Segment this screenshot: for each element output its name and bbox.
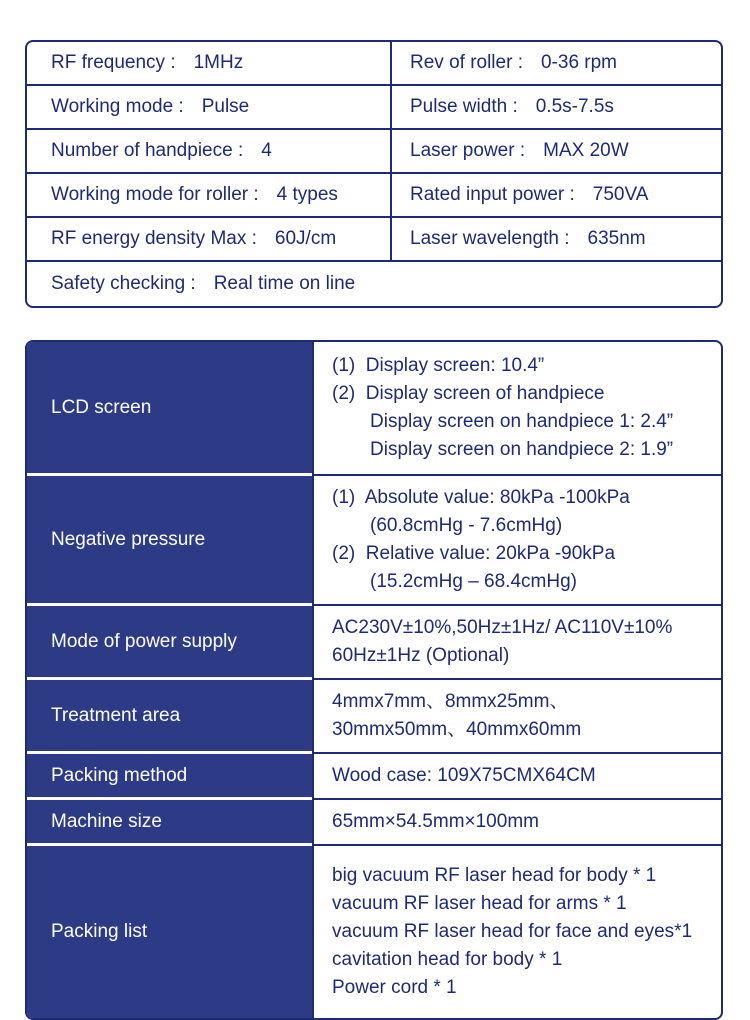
row-packing-list <box>27 846 721 1018</box>
spec-line: cavitation head for body * 1 <box>332 949 563 970</box>
spec-line: Display screen on handpiece 2: 1.9” <box>370 439 674 460</box>
spec-label: RF frequency : <box>51 52 176 73</box>
spec-cell-rf-energy-density <box>27 218 390 262</box>
spec-line: vacuum RF laser head for arms * 1 <box>332 893 627 914</box>
spec-cell-working-mode <box>27 86 390 130</box>
spec-value: 60J/cm <box>274 228 337 249</box>
spec-table <box>25 40 723 308</box>
row-label-machine-size: Machine size <box>27 800 312 846</box>
spec-line: 65mm×54.5mm×100mm <box>332 811 539 832</box>
row-machine-size <box>27 800 721 846</box>
spec-label: Pulse width : <box>410 96 518 117</box>
spec-line: Display screen on handpiece 1: 2.4” <box>370 411 674 432</box>
spec-value: Real time on line <box>213 273 356 294</box>
spec-value: MAX 20W <box>543 140 629 161</box>
row-label-packing-list: Packing list <box>27 846 312 1018</box>
row-label-negative-pressure: Negative pressure <box>27 476 312 606</box>
spec-cell-rated-input-power <box>390 174 721 218</box>
row-label-treatment-area: Treatment area <box>27 680 312 754</box>
spec-row-5 <box>27 218 721 262</box>
spec-line: Power cord * 1 <box>332 977 457 998</box>
spec-label: Safety checking : <box>51 273 196 294</box>
spec-line: big vacuum RF laser head for body * 1 <box>332 865 657 886</box>
spec-line: (15.2cmHg – 68.4cmHg) <box>370 571 577 592</box>
spec-cell-rf-frequency <box>27 42 390 86</box>
row-treatment-area <box>27 680 721 754</box>
spec-line: (2) Display screen of handpiece <box>332 383 605 404</box>
spec-cell-safety-checking <box>27 262 721 306</box>
spec-cell-pulse-width <box>390 86 721 130</box>
row-content-packing-list <box>312 846 721 1018</box>
spec-value: 1MHz <box>193 52 244 73</box>
spec-line: 60Hz±1Hz (Optional) <box>332 645 510 666</box>
row-content-lcd-screen <box>312 342 721 476</box>
spec-row-4 <box>27 174 721 218</box>
spec-label: Number of handpiece : <box>51 140 244 161</box>
row-label-mode-of-power-supply: Mode of power supply <box>27 606 312 680</box>
spec-cell-working-mode-for-roller <box>27 174 390 218</box>
spec-line: (2) Relative value: 20kPa -90kPa <box>332 543 616 564</box>
spec-row-3 <box>27 130 721 174</box>
row-packing-method <box>27 754 721 800</box>
spec-label: Rev of roller : <box>410 52 523 73</box>
row-content-treatment-area <box>312 680 721 754</box>
row-content-packing-method <box>312 754 721 800</box>
spec-line: Wood case: 109X75CMX64CM <box>332 765 596 786</box>
spec-line: (60.8cmHg - 7.6cmHg) <box>370 515 563 536</box>
spec-value: 4 <box>261 140 272 161</box>
spec-label: Laser wavelength : <box>410 228 570 249</box>
spec-cell-number-of-handpiece <box>27 130 390 174</box>
spec-line: 30mmx50mm、40mmx60mm <box>332 719 582 740</box>
spec-line: 4mmx7mm、8mmx25mm、 <box>332 691 569 712</box>
row-negative-pressure <box>27 476 721 606</box>
spec-label: Working mode for roller : <box>51 184 259 205</box>
row-mode-of-power-supply <box>27 606 721 680</box>
spec-value: 0.5s-7.5s <box>535 96 614 117</box>
row-label-packing-method: Packing method <box>27 754 312 800</box>
spec-label: Working mode : <box>51 96 184 117</box>
spec-label: Laser power : <box>410 140 526 161</box>
spec-value: 0-36 rpm <box>540 52 618 73</box>
spec-value: 750VA <box>592 184 649 205</box>
spec-value: 635nm <box>587 228 646 249</box>
spec-row-2 <box>27 86 721 130</box>
spec-cell-laser-power <box>390 130 721 174</box>
detail-table <box>25 340 723 1020</box>
spec-line: (1) Absolute value: 80kPa -100kPa <box>332 487 630 508</box>
spec-line: AC230V±10%,50Hz±1Hz/ AC110V±10% <box>332 617 673 638</box>
row-label-lcd-screen: LCD screen <box>27 342 312 476</box>
spec-label: RF energy density Max : <box>51 228 257 249</box>
spec-row-1 <box>27 42 721 86</box>
row-content-machine-size <box>312 800 721 846</box>
spec-line: (1) Display screen: 10.4” <box>332 355 545 376</box>
spec-cell-rev-of-roller <box>390 42 721 86</box>
spec-row-safety-checking <box>27 262 721 306</box>
spec-value: 4 types <box>276 184 338 205</box>
row-content-negative-pressure <box>312 476 721 606</box>
spec-cell-laser-wavelength <box>390 218 721 262</box>
spec-line: vacuum RF laser head for face and eyes*1 <box>332 921 693 942</box>
spec-label: Rated input power : <box>410 184 575 205</box>
spec-value: Pulse <box>201 96 250 117</box>
row-content-mode-of-power-supply <box>312 606 721 680</box>
row-lcd-screen <box>27 342 721 476</box>
